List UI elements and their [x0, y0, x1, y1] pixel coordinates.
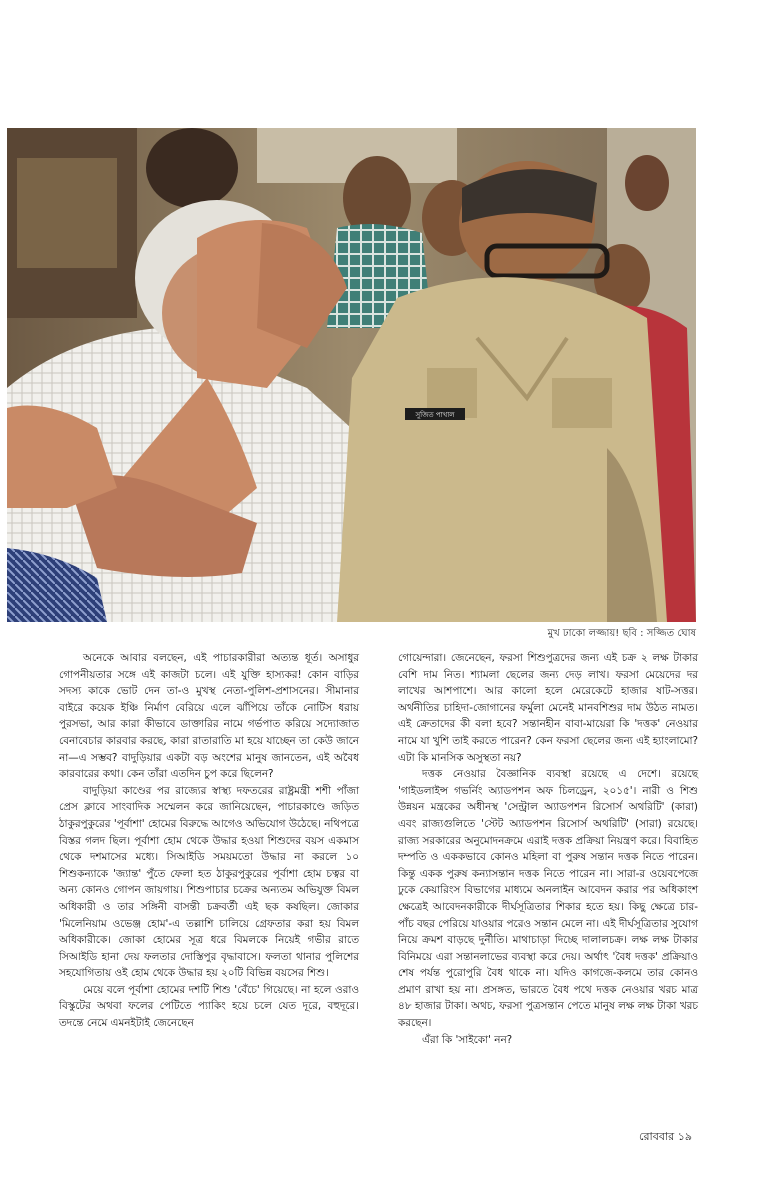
paragraph: এঁরা কি 'সাইকো' নন?	[422, 1033, 513, 1046]
police-name-badge: সুজিত পাখাল	[415, 411, 455, 419]
news-photo-illustration	[7, 128, 696, 622]
photo-caption: মুখ ঢাকো লজ্জায়! ছবি : সজ্জিত ঘোষ	[547, 628, 696, 639]
paragraph: গোয়েন্দারা। জেনেছেন, ফরসা শিশুপুত্রদের জন্য এই চক্র ২ লক্ষ টাকার বেশি দাম নিত। শ্যামলা ছেলের জন্য দেড় লাখ। ফরসা মেয়েদের দর লাখের আশপাশে। আর কালো হলে মেরেকেটে হাজার ষাট-সত্তর। অর্থনীতির চাহিদা-জোগানের ফর্মুলা মেনেই মানবশিশুর দাম উঠত নামত। এই ক্রেতাদের কী বলা হবে? সন্তানহীন বাবা-মায়েরা কি 'দত্তক' নেওয়ার নামে যা খুশি তাই করতে পারেন? কেন ফরসা ছেলের জন্য এই হ্যাংলামো? এটা কি মানসিক অসুস্থতা নয়?	[398, 652, 698, 764]
paragraph: বাদুড়িয়া কাণ্ডের পর রাজ্যের স্বাস্থ্য দফতরের রাষ্ট্রমন্ত্রী শশী পাঁজা প্রেস ক্লাবে সাংবাদিক সম্মেলন করে জানিয়েছেন, পাচারকাণ্ডে জড়িত ঠাকুরপুকুরের 'পূর্বাশা' হোমের বিরুদ্ধে আগেও অভিযোগ উঠেছে। নথিপত্রে বিস্তর গলদ ছিল। পূর্বাশা হোম থেকে উদ্ধার হওয়া শিশুদের বয়স একমাস থেকে দশমাসের মধ্যে। সিআইডি সময়মতো উদ্ধার না করলে ১০ শিশুকন্যাকে 'জ্যান্ত' পুঁতে ফেলা হত ঠাকুরপুকুরের পূর্বাশা হোম চত্বর বা অন্য কোনও গোপন জায়গায়। শিশুপাচার চক্রের অন্যতম অভিযুক্ত বিমল অধিকারী ও তার সঙ্গিনী বাসন্তী চক্রবর্তী এই ছক কষছিল। জোকার 'মিলেনিয়াম ওভেঞ্জ হোম'-এ তল্লাশি চালিয়ে গ্রেফতার করা হয় বিমল অধিকারীকে। জোকা হোমের সূত্র ধরে বিমলকে নিয়েই গভীর রাতে সিআইডি হানা দেয় ফলতার দোস্তিপুর বৃদ্ধাবাসে। ফলতা থানার পুলিশের সহযোগিতায় ওই হোম থেকে উদ্ধার হয় ২০টি বিভিন্ন বয়সের শিশু।	[59, 784, 359, 980]
page-footer: রোববার ১৯	[639, 1130, 692, 1143]
news-photo	[7, 128, 696, 622]
article-column-left	[59, 650, 359, 1032]
paragraph: অনেকে আবার বলছেন, এই পাচারকারীরা অত্যন্ত ধূর্ত। অসাধুর গোপনীয়তার সঙ্গে এই কাজটা চলে। এই যুক্তি হাস্যকর! কোন বাড়ির সদস্য কাকে ভোট দেন তা-ও মুখস্থ নেতা-পুলিশ-প্রশাসনের। সীমানার বাইরে কয়েক ইঞ্চি নির্মাণ বেরিয়ে এলে ঝাঁপিয়ে তাঁকে নোটিস ধরায় পুরসভা, আর কারা কীভাবে ডাক্তারির নামে গর্ভপাত করিয়ে সদ্যোজাত বেনাবেচার কারবার করছে, কারা রাতারাতি মা হয়ে যাচ্ছেন তা কেউ জানে না—এ সম্ভব? বাদুড়িয়ার একটা বড় অংশের মানুষ জানতেন, এই অবৈধ কারবারের কথা। কেন তাঁরা এতদিন চুপ করে ছিলেন?	[59, 652, 359, 781]
article-column-right	[398, 650, 698, 1048]
paragraph: মেয়ে বলে পূর্বাশা হোমের দশটি শিশু 'বেঁচে' গিয়েছে। না হলে ওরাও বিস্কুটের অথবা ফলের পেটিতে প্যাকিং হয়ে চলে যেত দূরে, বহুদূরে। তদন্তে নেমে এমনইটাই জেনেছেন	[59, 983, 359, 1030]
paragraph: দত্তক নেওয়ার বৈজ্ঞানিক ব্যবস্থা রয়েছে এ দেশে। রয়েছে 'গাইডলাইন্স গভর্নিং অ্যাডপশন অফ চিলড্রেন, ২০১৫'। নারী ও শিশু উন্নয়ন মন্ত্রকের অধীনস্থ 'সেন্ট্রাল অ্যাডপশন রিসোর্স অথরিটি' (কারা) এবং রাজ্যগুলিতে 'স্টেট অ্যাডপশন রিসোর্স অথরিটি' (সারা) রয়েছে। রাজ্য সরকারের অনুমোদনক্রমে এরাই দত্তক প্রক্রিয়া নিয়ন্ত্রণ করে। বিবাহিত দম্পতি ও এককভাবে কোনও মহিলা বা পুরুষ সন্তান দত্তক নিতে পারেন। কিন্তু একক পুরুষ কন্যাসন্তান দত্তক নিতে পারেন না। সারা-র ওয়েবপেজে ঢুকে কেয়ারিংস বিভাগের মাধ্যমে অনলাইন আবেদন করার পর অধিকাংশ ক্ষেত্রেই আবেদনকারীকে দীর্ঘসূত্রিতার শিকার হতে হয়। কিছু ক্ষেত্রে চার-পাঁচ বছর পেরিয়ে যাওয়ার পরেও সন্তান মেলে না। এই দীর্ঘসূত্রিতার সুযোগ নিয়ে ক্রমশ বাড়ছে দুর্নীতি। মাথাচাড়া দিচ্ছে দালালচক্র। লক্ষ লক্ষ টাকার বিনিময়ে এরা সন্তানলাভের ব্যবস্থা করে দেয়। অর্থাৎ 'বৈধ দত্তক' প্রক্রিয়াও শেষ পর্যন্ত পুরোপুরি বৈধ থাকে না। যদিও কাগজে-কলমে তার কোনও প্রমাণ রাখা হয় না। প্রসঙ্গত, ভারতে বৈধ পথে দত্তক নেওয়ার খরচ মাত্র ৪৮ হাজার টাকা। অথচ, ফরসা পুত্রসন্তান পেতে মানুষ লক্ষ লক্ষ টাকা খরচ করছেন।	[398, 768, 698, 1030]
